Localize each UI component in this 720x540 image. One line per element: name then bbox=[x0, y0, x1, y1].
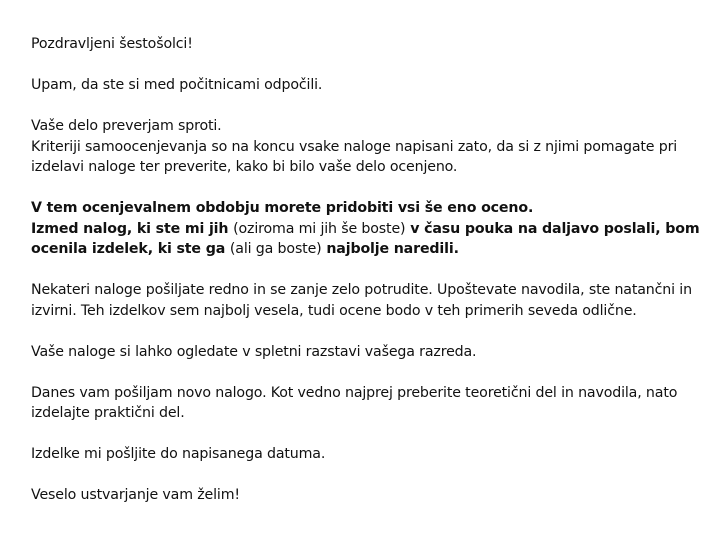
grading-line-3-part-a: ocenila izdelek, ki ste ga bbox=[31, 241, 230, 257]
new-task-line-2: izdelajte praktični del. bbox=[31, 405, 185, 421]
grading-line-2-part-a: Izmed nalog, ki ste mi jih bbox=[31, 220, 234, 237]
regular-line-1: Nekateri naloge pošiljate redno in se zanje zelo potrudite. Upoštevate navodila, ste natančni in bbox=[31, 282, 692, 298]
assessment-line-3: izdelavi naloge ter preverite, kako bi bilo vaše delo ocenjeno. bbox=[31, 159, 458, 175]
grading-line-2-part-c: v času pouka na daljavo poslali, bom bbox=[405, 220, 700, 237]
closing-paragraph bbox=[31, 485, 701, 506]
grading-line-3-part-b: (ali ga boste) bbox=[229, 241, 322, 257]
regular-line-2: izvirni. Teh izdelkov sem najbolj vesela, tudi ocene bodo v teh primerih seveda odlične. bbox=[31, 302, 637, 319]
grading-paragraph bbox=[31, 198, 701, 260]
new-task-paragraph bbox=[31, 383, 701, 424]
gallery-paragraph bbox=[31, 342, 701, 363]
greeting-text: Pozdravljeni šestošolci! bbox=[31, 36, 193, 52]
closing-text: Veselo ustvarjanje vam želim! bbox=[31, 487, 240, 503]
regular-paragraph bbox=[31, 280, 701, 321]
grading-line-2 bbox=[31, 219, 701, 240]
intro-text: Upam, da ste si med počitnicami odpočili. bbox=[31, 77, 323, 93]
grading-line-2-part-b: (oziroma mi jih še boste) bbox=[233, 220, 406, 237]
gallery-text: Vaše naloge si lahko ogledate v spletni razstavi vašega razreda. bbox=[31, 343, 477, 360]
letter-body bbox=[31, 34, 701, 506]
assessment-line-2: Kriteriji samoocenjevanja so na koncu vsake naloge napisani zato, da si z njimi pomagate pri bbox=[31, 138, 678, 155]
assessment-line-1: Vaše delo preverjam sproti. bbox=[31, 118, 222, 134]
grading-line-3 bbox=[31, 239, 701, 260]
grading-line-3-part-c: najbolje naredili. bbox=[321, 241, 459, 257]
assessment-paragraph bbox=[31, 116, 701, 178]
greeting bbox=[31, 34, 701, 55]
deadline-paragraph bbox=[31, 444, 701, 465]
intro-paragraph bbox=[31, 75, 701, 96]
deadline-text: Izdelke mi pošljite do napisanega datuma. bbox=[31, 446, 326, 462]
grading-line-1: V tem ocenjevalnem obdobju morete pridobiti vsi še eno oceno. bbox=[31, 200, 534, 216]
new-task-line-1: Danes vam pošiljam novo nalogo. Kot vedno najprej preberite teoretični del in navodila, nato bbox=[31, 384, 678, 401]
